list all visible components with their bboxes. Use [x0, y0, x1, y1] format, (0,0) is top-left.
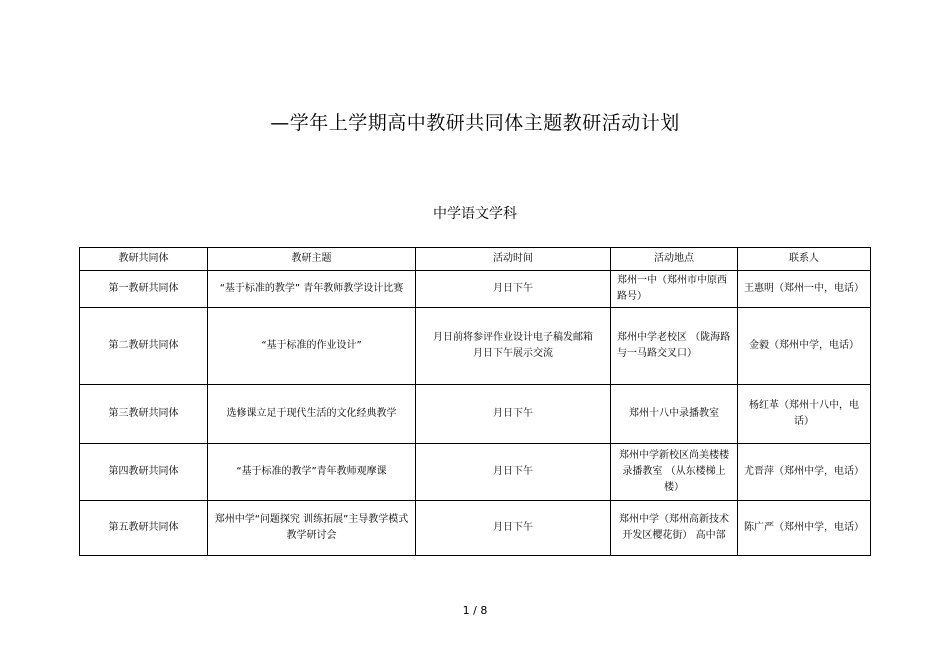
page-title: —学年上学期高中教研共同体主题教研活动计划 [270, 112, 680, 134]
cell-time: 月日前将参评作业设计电子稿发邮箱 月日下午展示交流 [416, 308, 611, 385]
header-group: 教研共同体 [80, 248, 208, 271]
header-time: 活动时间 [416, 248, 611, 271]
cell-group: 第四教研共同体 [80, 444, 208, 501]
table-row [80, 385, 871, 444]
cell-group: 第二教研共同体 [80, 308, 208, 385]
cell-time: 月日下午 [416, 501, 611, 556]
cell-place: 郑州中学新校区尚美楼楼录播教室 （从东楼梯上楼） [611, 444, 738, 501]
table-row [80, 271, 871, 308]
header-place: 活动地点 [611, 248, 738, 271]
cell-theme: “基于标准的教学”青年教师观摩课 [208, 444, 416, 501]
cell-time: 月日下午 [416, 271, 611, 308]
cell-contact: 尤晋萍（郑州中学，电话） [738, 444, 871, 501]
activity-plan-table [79, 247, 871, 556]
header-contact: 联系人 [738, 248, 871, 271]
cell-place: 郑州中学（郑州高新技术开发区樱花街） 高中部 [611, 501, 738, 556]
cell-group: 第三教研共同体 [80, 385, 208, 444]
subject-heading: 中学语文学科 [433, 206, 517, 222]
table-row [80, 444, 871, 501]
cell-contact: 金毅（郑州中学，电话） [738, 308, 871, 385]
cell-place: 郑州中学老校区 （陇海路与一马路交叉口） [611, 308, 738, 385]
cell-group: 第一教研共同体 [80, 271, 208, 308]
table-header-row [80, 248, 871, 271]
cell-contact: 王惠明（郑州一中，电话） [738, 271, 871, 308]
cell-contact: 杨红革（郑州十八中，电话） [738, 385, 871, 444]
cell-theme: “基于标准的作业设计” [208, 308, 416, 385]
page-number: 1 / 8 [462, 604, 488, 617]
cell-theme: 郑州中学“问题探究 训练拓展”主导教学模式教学研讨会 [208, 501, 416, 556]
cell-theme: 选修课立足于现代生活的文化经典教学 [208, 385, 416, 444]
cell-place: 郑州一中（郑州市中原西路号） [611, 271, 738, 308]
cell-theme: “基于标准的教学” 青年教师教学设计比赛 [208, 271, 416, 308]
table-row [80, 501, 871, 556]
cell-contact: 陈广严（郑州中学，电话） [738, 501, 871, 556]
cell-time: 月日下午 [416, 444, 611, 501]
cell-time: 月日下午 [416, 385, 611, 444]
cell-group: 第五教研共同体 [80, 501, 208, 556]
table-row [80, 308, 871, 385]
header-theme: 教研主题 [208, 248, 416, 271]
cell-place: 郑州十八中录播教室 [611, 385, 738, 444]
